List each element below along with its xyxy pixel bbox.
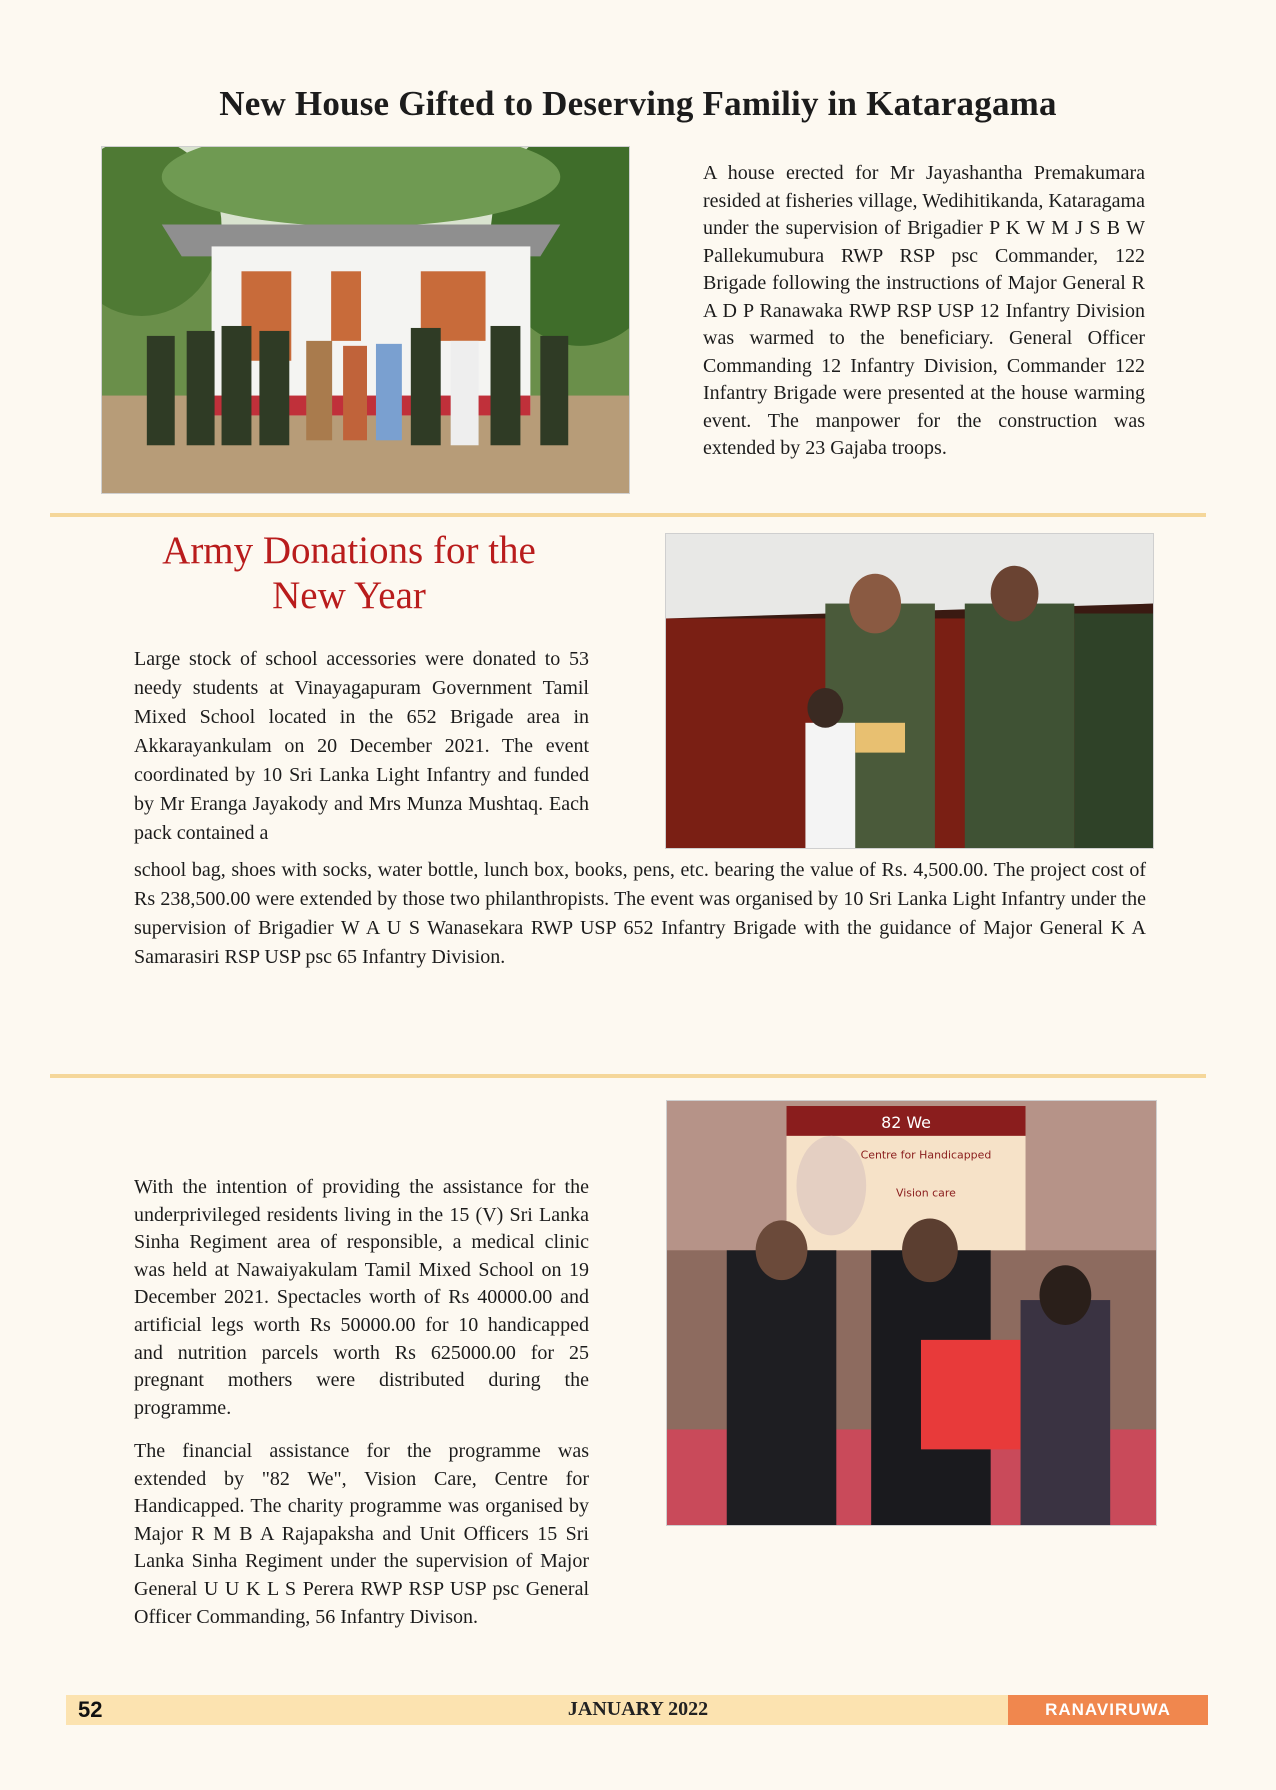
- article3-paragraph-1: With the intention of providing the assistance for the underprivileged residents living in the 15 (V) Sri Lanka Sinha Regiment area of responsible, a medical clinic was held at Nawaiyakulam Tamil Mixed School on 19 December 2021. Spectacles worth of Rs 40000.00 and artificial legs worth Rs 50000.00 for 10 handicapped and nutrition parcels worth Rs 625000.00 for 25 pregnant mothers were distributed during the programme.: [134, 1176, 589, 1419]
- section-divider-2: [50, 1074, 1206, 1078]
- banner-line-2: Vision care: [896, 1186, 956, 1200]
- article2-title-line2: New Year: [272, 574, 426, 617]
- footer-date: JANUARY 2022: [567, 1698, 709, 1720]
- donation-photo: [665, 533, 1154, 849]
- article2-title: [110, 528, 588, 618]
- house-photo: [101, 146, 630, 494]
- clinic-photo: [666, 1100, 1157, 1526]
- article1-body: A house erected for Mr Jayashantha Premakumara resided at fisheries village, Wedihitikanda, Kataragama under the supervision of Brigadier P K W M J S B W Pallekumubura RWP RSP psc Commander, 122 Brigade following the instructions of Major General R A D P Ranawaka RWP RSP USP 12 Infantry Division was warmed to the beneficiary. General Officer Commanding 12 Infantry Division, Commander 122 Infantry Brigade were presented at the house warming event. The manpower for the construction was extended by 23 Gajaba troops.: [703, 162, 1145, 459]
- article2-body-column: Large stock of school accessories were donated to 53 needy students at Vinayagapuram Government Tamil Mixed School located in the 652 Brigade area in Akkarayankulam on 20 December 2021. The event coordinated by 10 Sri Lanka Light Infantry and funded by Mr Eranga Jayakody and Mrs Munza Mushtaq. Each pack contained a: [134, 648, 589, 844]
- article3-paragraph-2: The financial assistance for the programme was extended by "82 We", Vision Care, Centre for Handicapped. The charity programme was organised by Major R M B A Rajapaksha and Unit Officers 15 Sri Lanka Sinha Regiment under the supervision of Major General U U K L S Perera RWP RSP USP psc General Officer Commanding, 56 Infantry Divison.: [134, 1440, 589, 1628]
- article1-title: New House Gifted to Deserving Familiy in Kataragama: [219, 84, 1057, 123]
- article2-title-line1: Army Donations for the: [162, 529, 536, 572]
- article2-body-full: school bag, shoes with socks, water bottle, lunch box, books, pens, etc. bearing the value of Rs. 4,500.00. The project cost of Rs 238,500.00 were extended by those two philanthropists. The event was organised by 10 Sri Lanka Light Infantry under the supervision of Brigadier W A U S Wanasekara RWP USP 652 Infantry Brigade with the guidance of Major General K A Samarasiri RSP USP psc 65 Infantry Division.: [134, 859, 1146, 968]
- section-divider-1: [50, 513, 1206, 517]
- page-number: 52: [78, 1697, 103, 1722]
- footer-brand: RANAVIRUWA: [1008, 1695, 1208, 1725]
- banner-heading: 82 We: [881, 1112, 931, 1132]
- banner-line-1: Centre for Handicapped: [860, 1148, 992, 1162]
